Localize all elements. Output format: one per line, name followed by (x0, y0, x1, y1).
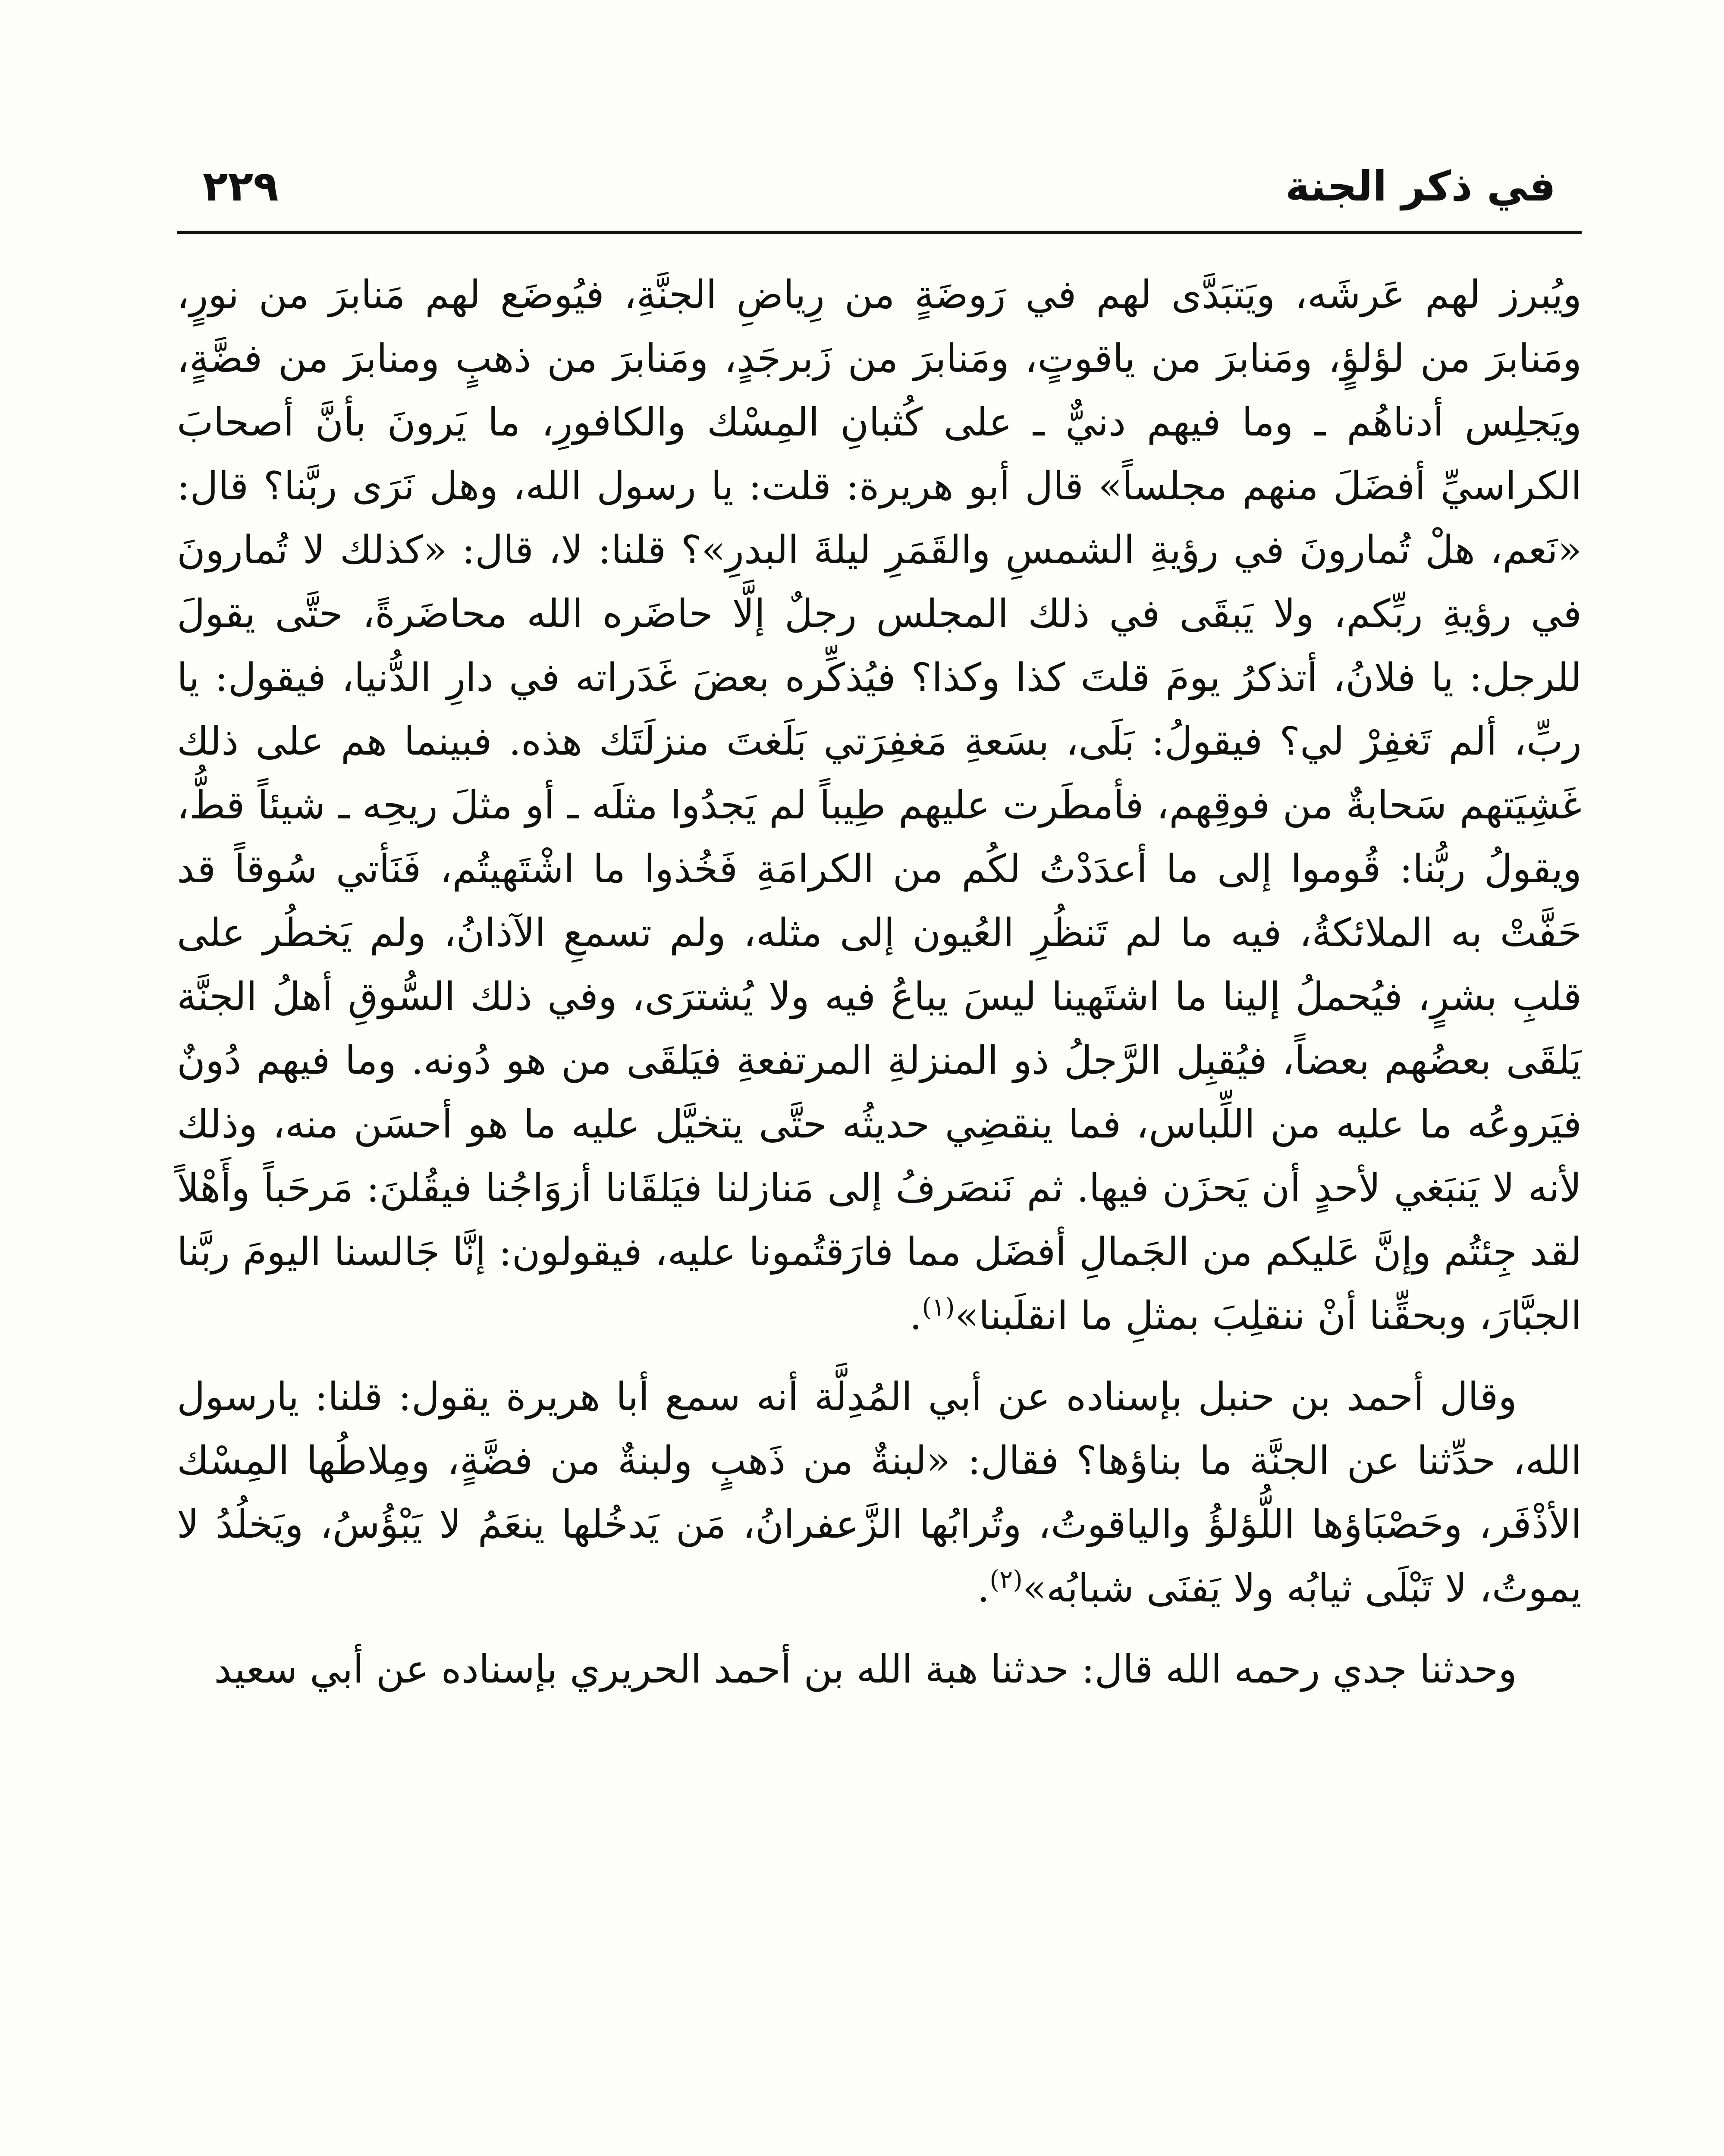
running-title: في ذكر الجنة (1285, 162, 1556, 210)
header-rule (177, 231, 1582, 234)
main-text (177, 263, 1582, 1702)
running-header (203, 142, 1556, 210)
paragraph-1-end: . (909, 1293, 922, 1338)
paragraph-1-text: ويُبرز لهم عَرشَه، ويَتبَدَّى لهم في رَوضَةٍ من رِياضِ الجنَّةِ، فيُوضَع لهم مَنابرَ من نورٍ، ومَنابرَ من لؤلؤٍ، ومَنابرَ من ياقوتٍ، ومَنابرَ من زَبرجَدٍ، ومَنابرَ من ذهبٍ ومنابرَ من فضَّةٍ، ويَجلِس أدناهُم ـ وما فيهم دنيٌّ ـ على كُثبانِ المِسْك والكافورِ، ما يَرونَ بأنَّ أصحابَ الكراسيِّ أفضَلَ منهم مجلساً» قال أبو هريرة: قلت: يا رسول الله، وهل نَرَى ربَّنا؟ قال: «نَعم، هلْ تُمارونَ في رؤيةِ الشمسِ والقَمَرِ ليلةَ البدرِ»؟ قلنا: لا، قال: «كذلك لا تُمارونَ في رؤيةِ ربِّكم، ولا يَبقَى في ذلك المجلس رجلٌ إلَّا حاضَره الله محاضَرةً، حتَّى يقولَ للرجل: يا فلانُ، أتذكرُ يومَ قلتَ كذا وكذا؟ فيُذكِّره بعضَ غَدَراته في دارِ الدُّنيا، فيقول: يا ربِّ، ألم تَغفِرْ لي؟ فيقولُ: بَلَى، بسَعةِ مَغفِرَتي بَلَغتَ منزلَتَك هذه. فبينما هم على ذلك غَشِيَتهم سَحابةٌ من فوقِهم، فأمطَرت عليهم طِيباً لم يَجدُوا مثلَه ـ أو مثلَ ريحِه ـ شيئاً قطُّ، ويقولُ ربُّنا: قُوموا إلى ما أعدَدْتُ لكُم من الكرامَةِ فَخُذوا ما اشْتَهيتُم، فَنَأتي سُوقاً قد حَفَّتْ به الملائكةُ، فيه ما لم تَنظُرِ العُيون إلى مثله، ولم تسمعِ الآذانُ، ولم يَخطُر على قلبِ بشرٍ، فيُحملُ إلينا ما اشتَهينا ليسَ يباعُ فيه ولا يُشترَى، وفي ذلك السُّوقِ أهلُ الجنَّة يَلقَى بعضُهم بعضاً، فيُقبِل الرَّجلُ ذو المنزلةِ المرتفعةِ فيَلقَى من هو دُونه. وما فيهم دُونٌ فيَروعُه ما عليه من اللِّباس، فما ينقضِي حديثُه حتَّى يتخيَّل عليه ما هو أحسَن منه، وذلك لأنه لا يَنبَغي لأحدٍ أن يَحزَن فيها. ثم نَنصَرفُ إلى مَنازلنا فيَلقَانا أزوَاجُنا فيقُلنَ: مَرحَباً وأَهْلاً لقد جِئتُم وإنَّ عَليكم من الجَمالِ أفضَل مما فارَقتُمونا عليه، فيقولون: إنَّا جَالسنا اليومَ ربَّنا الجبَّارَ، وبحقِّنا أنْ ننقلِبَ بمثلِ ما انقلَبنا» (177, 272, 1582, 1338)
paragraph-2 (177, 1365, 1582, 1620)
paragraph-2-text: وقال أحمد بن حنبل بإسناده عن أبي المُدِلَّة أنه سمع أبا هريرة يقول: قلنا: يارسول الله، حدِّثنا عن الجنَّة ما بناؤها؟ فقال: «لبنةٌ من ذَهبٍ ولبنةٌ من فضَّةٍ، ومِلاطُها المِسْك الأذْفَر، وحَصْبَاؤها اللُّؤلؤُ والياقوتُ، وتُرابُها الزَّعفرانُ، مَن يَدخُلها ينعَمُ لا يَبْؤُسُ، ويَخلُدُ لا يموتُ، لا تَبْلَى ثيابُه ولا يَفنَى شبابُه» (177, 1374, 1582, 1611)
footnote-ref-2: (٢) (989, 1565, 1023, 1594)
paragraph-1 (177, 263, 1582, 1348)
paragraph-2-end: . (977, 1566, 990, 1611)
page-number: ٢٢٩ (203, 162, 279, 210)
paragraph-3: وحدثنا جدي رحمه الله قال: حدثنا هبة الله بن أحمد الحريري بإسناده عن أبي سعيد (214, 1647, 1517, 1692)
footnote-ref-1: (١) (922, 1292, 955, 1322)
